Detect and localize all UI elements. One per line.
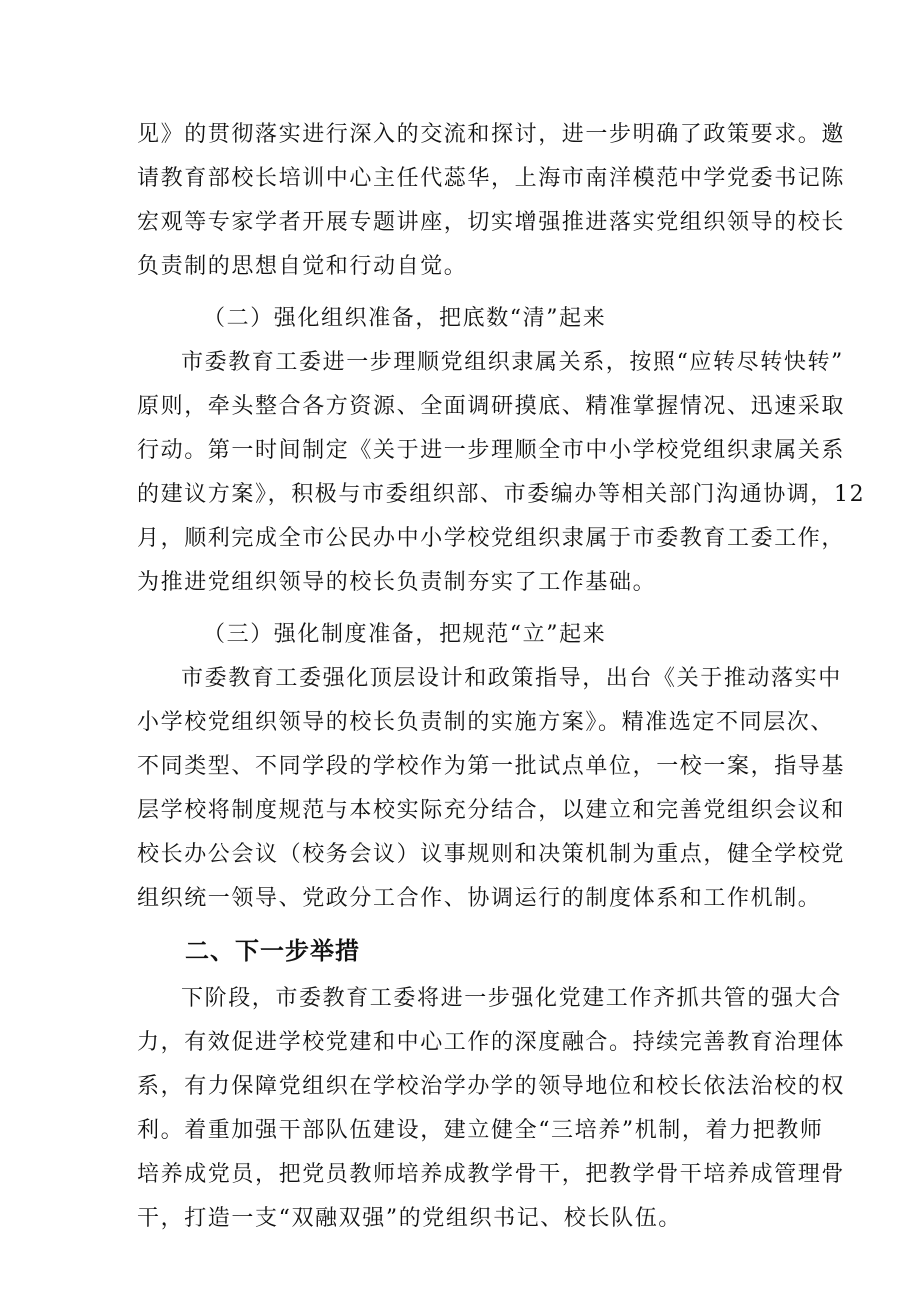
text-line: 市委教育工委强化顶层设计和政策指导，出台《关于推动落实中 <box>181 666 842 691</box>
subheading-organization-preparation: （二）强化组织准备，把底数“清”起来 <box>203 306 607 331</box>
text-line: 干，打造一支“双融双强”的党组织书记、校长队伍。 <box>137 1206 682 1231</box>
text-line: 下阶段，市委教育工委将进一步强化党建工作齐抓共管的强大合 <box>181 986 842 1011</box>
text-line: 月，顺利完成全市公民办中小学校党组织隶属于市委教育工委工作， <box>137 526 846 551</box>
text-line: 原则，牵头整合各方资源、全面调研摸底、精准掌握情况、迅速采取 <box>137 394 846 419</box>
text-line: 不同类型、不同学段的学校作为第一批试点单位，一校一案，指导基 <box>137 754 846 779</box>
text-line: 为推进党组织领导的校长负责制夯实了工作基础。 <box>137 570 657 595</box>
text-line: 力，有效促进学校党建和中心工作的深度融合。持续完善教育治理体 <box>137 1030 846 1055</box>
text-line: 小学校党组织领导的校长负责制的实施方案》。精准选定不同层次、 <box>137 710 835 735</box>
text-line: 行动。第一时间制定《关于进一步理顺全市中小学校党组织隶属关系 <box>137 438 846 463</box>
text-line: 负责制的思想自觉和行动自觉。 <box>137 254 468 279</box>
section-heading-next-steps: 二、下一步举措 <box>185 937 360 965</box>
text-line: 层学校将制度规范与本校实际充分结合，以建立和完善党组织会议和 <box>137 798 846 823</box>
text-line: 培养成党员，把党员教师培养成教学骨干，把教学骨干培养成管理骨 <box>137 1162 846 1187</box>
paragraph-next-steps <box>137 977 846 1241</box>
paragraph-organization-preparation <box>137 341 866 605</box>
text-line: 校长办公会议（校务会议）议事规则和决策机制为重点，健全学校党 <box>137 842 846 867</box>
text-line: 见》的贯彻落实进行深入的交流和探讨，进一步明确了政策要求。邀 <box>137 122 846 147</box>
text-line: 请教育部校长培训中心主任代蕊华，上海市南洋模范中学党委书记陈 <box>137 166 846 191</box>
text-line: 市委教育工委进一步理顺党组织隶属关系，按照“应转尽转快转” <box>181 350 844 375</box>
document-page <box>137 113 866 1241</box>
text-line: 利。着重加强干部队伍建设，建立健全“三培养”机制，着力把教师 <box>137 1118 824 1143</box>
paragraph-system-preparation <box>137 657 846 921</box>
text-line: 的建议方案》，积极与市委组织部、市委编办等相关部门沟通协调，12 <box>137 482 866 507</box>
text-line: 组织统一领导、党政分工合作、协调运行的制度体系和工作机制。 <box>137 886 822 911</box>
paragraph-policy-exchange <box>137 113 846 289</box>
text-line: 系，有力保障党组织在学校治学办学的领导地位和校长依法治校的权 <box>137 1074 846 1099</box>
subheading-system-preparation: （三）强化制度准备，把规范“立”起来 <box>203 622 607 647</box>
text-line: 宏观等专家学者开展专题讲座，切实增强推进落实党组织领导的校长 <box>137 210 846 235</box>
